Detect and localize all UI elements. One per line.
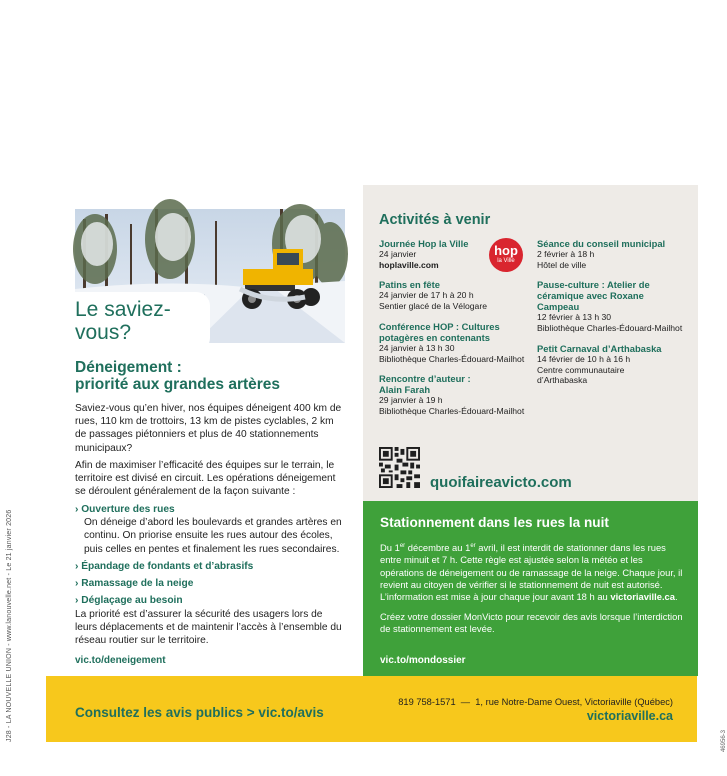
- parking-paragraph: Du 1er décembre au 1er avril, il est interdit de stationner dans les rues entre minuit et 7 h. Cette règle est ajustée selon la météo et les opérations de déneigement ou de ramassage de la neige. Chaque jour, il revient au citoyen de vérifier si le stationnement de nuit est autorisé. L’information est mise à jour chaque jour avant 18 h au victoriaville.ca.: [380, 542, 683, 602]
- chevron-right-icon: ›: [75, 595, 79, 607]
- list-item: › Ramassage de la neige: [75, 578, 194, 590]
- parking-title: Stationnement dans les rues la nuit: [380, 515, 609, 530]
- victoriaville-website-link[interactable]: victoriaville.ca: [586, 709, 673, 723]
- event-item: Patins en fête 24 janvier de 17 h à 20 h Sentier glacé de la Vélogare: [379, 279, 487, 311]
- contact-address: 819 758-1571 — 1, rue Notre-Dame Ouest, Victoriaville (Québec): [398, 697, 673, 707]
- hop-la-ville-logo: hop la Ville: [489, 238, 523, 272]
- list-item: › Épandage de fondants et d’abrasifs: [75, 560, 254, 572]
- quoifaire-website-link[interactable]: quoifaireavicto.com: [430, 474, 572, 491]
- qr-code-icon[interactable]: [379, 447, 420, 488]
- saviez-vous-title: Le saviez- vous?: [75, 298, 171, 344]
- contact-block: [398, 697, 673, 723]
- event-item: Petit Carnaval d’Arthabaska 14 février de 10 h à 16 h Centre communautaire d’Arthabaska: [537, 343, 662, 386]
- list-item: › Ouverture des rues On déneige d’abord les boulevards et grandes artères en continu. On priorise ensuite les rues autour des écoles, puis celles en pentes et finalement les rues secondaires.: [75, 504, 342, 555]
- chevron-right-icon: ›: [75, 504, 79, 515]
- event-item: Conférence HOP : Cultures potagères en contenants 24 janvier à 13 h 30 Bibliothèque Charles-Édouard-Mailhot: [379, 321, 525, 364]
- event-item: Journée Hop la Ville 24 janvier hoplaville.com: [379, 238, 469, 270]
- reference-code: 46956-3: [721, 730, 727, 753]
- event-item: Séance du conseil municipal 2 février à 18 h Hôtel de ville: [537, 238, 666, 270]
- event-item: Rencontre d’auteur : Alain Farah 29 janvier à 19 h Bibliothèque Charles-Édouard-Mailhot: [379, 373, 525, 416]
- victoriaville-inline-link[interactable]: victoriaville.ca: [610, 590, 675, 602]
- parking-body: [380, 540, 685, 636]
- priority-paragraph: La priorité est d’assurer la sécurité des usagers lors de leurs déplacements et de maintenir l’accès à l’ensemble du réseau routier sur le territoire.: [75, 609, 342, 647]
- mondossier-link[interactable]: vic.to/mondossier: [380, 655, 466, 666]
- snow-removal-link[interactable]: vic.to/deneigement: [75, 655, 166, 666]
- activities-title: Activités à venir: [379, 212, 491, 228]
- chevron-right-icon: ›: [75, 578, 79, 590]
- intro-paragraph: Saviez-vous qu’en hiver, nos équipes déneigent 400 km de rues, 110 km de trottoirs, 13 km de pistes cyclables, 2 km de passages piétonniers et plus de 40 stationnements municipaux?: [75, 403, 342, 454]
- snow-removal-heading: Déneigement : priorité aux grandes artères: [75, 359, 281, 393]
- publication-margin-text: J28 - LA NOUVELLE UNION - www.lanouvelle.net - Le 21 janvier 2026: [6, 509, 13, 742]
- event-item: Pause-culture : Atelier de céramique avec Roxane Campeau 12 février à 13 h 30 Bibliothèque Charles-Édouard-Mailhot: [537, 279, 683, 333]
- chevron-right-icon: ›: [75, 560, 79, 572]
- method-paragraph: Afin de maximiser l’efficacité des équipes sur le terrain, le territoire est divisé en circuit. Les opérations déneigement se déroulent généralement de la façon suivante :: [75, 460, 336, 498]
- steps-list: [75, 503, 343, 607]
- monvicto-paragraph: Créez votre dossier MonVicto pour recevoir des avis lorsque l’interdiction de stationnement est levée.: [380, 611, 683, 635]
- public-notices-link[interactable]: Consultez les avis publics > vic.to/avis: [75, 705, 324, 720]
- list-item: › Déglaçage au besoin: [75, 595, 183, 607]
